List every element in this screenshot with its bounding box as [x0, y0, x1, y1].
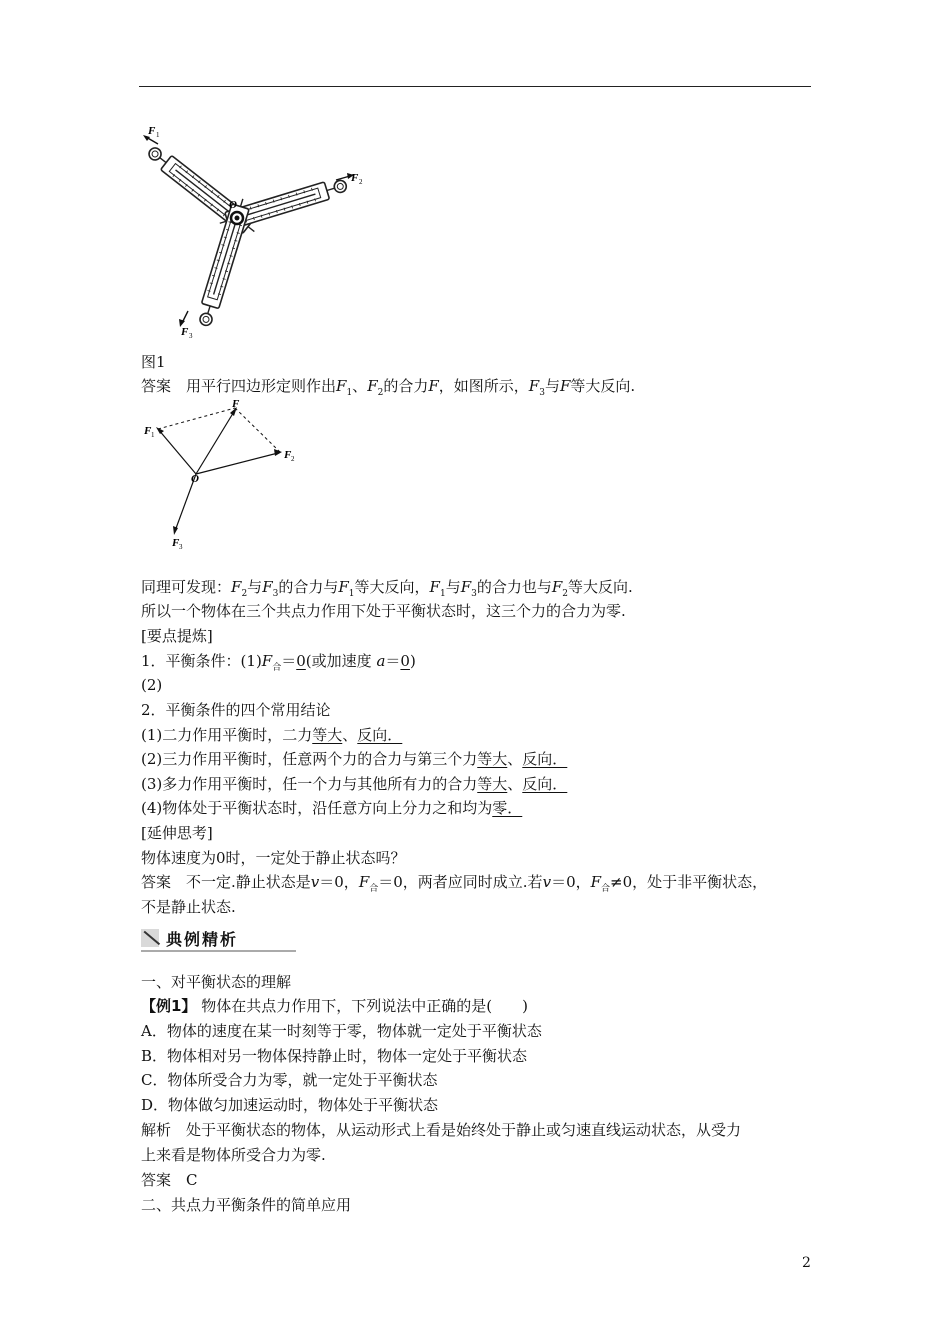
- figure1-caption: 图1: [141, 353, 166, 371]
- answer-parallelogram: 答案 用平行四边形定则作出$F_1$、$F_2$的合力F，如图所示，$F_3$与F等大反向.: [141, 377, 636, 398]
- section-header-examples: 典例精析: [141, 926, 296, 952]
- answer-example-1: 答案 C: [141, 1171, 198, 1189]
- option-d: D．物体做匀加速运动时，物体处于平衡状态: [141, 1096, 439, 1114]
- fig1-label-o: O: [229, 199, 237, 211]
- fig1-label-f3: F: [181, 326, 189, 338]
- question-velocity-zero: 物体速度为0时，一定处于静止状态吗？: [141, 849, 406, 867]
- conclusion-4: (4)物体处于平衡状态时，沿任意方向上分力之和均为零．: [141, 799, 523, 817]
- analysis-line-1: 解析 处于平衡状态的物体，从运动形式上看是始终处于静止或匀速直线运动状态，从受力: [141, 1121, 742, 1139]
- svg-text:1: 1: [151, 431, 155, 439]
- option-c: C．物体所受合力为零，就一定处于平衡状态: [141, 1071, 438, 1089]
- svg-text:3: 3: [189, 332, 193, 340]
- text-line-similar: 同理可发现：$F_2$与$F_3$的合力与$F_1$等大反向，$F_1$与$F_3$的合力也与$F_2$等大反向.: [141, 578, 633, 599]
- text-four-conclusions: 2．平衡条件的四个常用结论: [141, 701, 331, 719]
- svg-text:3: 3: [179, 543, 183, 551]
- fig1-label-f2: F: [351, 172, 359, 184]
- svg-text:2: 2: [291, 455, 295, 463]
- option-a: A．物体的速度在某一时刻等于零，物体就一定处于平衡状态: [141, 1022, 542, 1040]
- heading-extended-thinking: [延伸思考]: [141, 824, 213, 842]
- svg-text:1: 1: [156, 131, 160, 139]
- fig2-label-f3: F: [172, 537, 180, 549]
- conclusion-2: (2)三力作用平衡时，任意两个力的合力与第三个力等大、反向．: [141, 750, 568, 768]
- example-1-question: 【例1】 物体在共点力作用下，下列说法中正确的是( ): [141, 997, 528, 1015]
- analysis-line-2: 上来看是物体所受合力为零.: [141, 1146, 326, 1164]
- fig1-label-f1: F: [148, 125, 156, 137]
- section-marker-icon: [141, 929, 159, 947]
- figure-parallelogram: [138, 396, 308, 554]
- svg-text:2: 2: [359, 178, 363, 186]
- fig2-label-f: F: [232, 398, 240, 410]
- subheading-application: 二、共点力平衡条件的简单应用: [141, 1196, 352, 1214]
- page-number: 2: [802, 1255, 811, 1271]
- heading-key-points: [要点提炼]: [141, 627, 213, 645]
- subheading-understanding: 一、对平衡状态的理解: [141, 973, 292, 991]
- answer-velocity-zero: 答案 不一定.静止状态是v＝0，$F_合=0$，两者应同时成立.若v＝0，$F_合\ne 0$，处于非平衡状态，: [141, 873, 768, 894]
- answer-velocity-zero-cont: 不是静止状态.: [141, 898, 236, 916]
- fig2-label-f2: F: [284, 449, 292, 461]
- option-b: B．物体相对另一物体保持静止时，物体一定处于平衡状态: [141, 1047, 528, 1065]
- fig2-label-f1: F: [144, 425, 152, 437]
- text-line-conclusion: 所以一个物体在三个共点力作用下处于平衡状态时，这三个力的合力为零.: [141, 602, 626, 620]
- conclusion-3: (3)多力作用平衡时，任一个力与其他所有力的合力等大、反向．: [141, 775, 568, 793]
- text-condition-2: (2): [141, 676, 163, 694]
- fig2-label-o: O: [191, 473, 199, 485]
- figure-spring-balances: [138, 118, 378, 343]
- conclusion-1: (1)二力作用平衡时，二力等大、反向．: [141, 726, 403, 744]
- text-equilibrium-condition: 1．平衡条件：$(1)F_合=0$(或加速度 a＝0): [141, 652, 416, 673]
- header-rule: [139, 86, 811, 87]
